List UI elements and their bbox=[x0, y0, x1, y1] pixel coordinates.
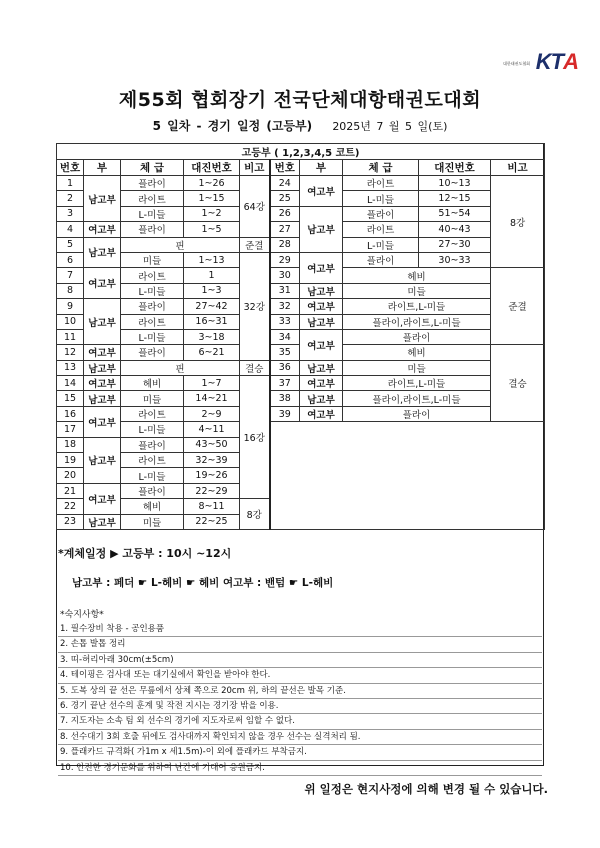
division: 남고부 bbox=[300, 206, 343, 252]
round-note: 64강 bbox=[240, 176, 270, 238]
match-no: 29 bbox=[270, 252, 300, 267]
division: 남고부 bbox=[84, 299, 121, 345]
round-note: 8강 bbox=[491, 176, 545, 268]
weight-class: 플라이 bbox=[121, 176, 184, 191]
match-no: 8 bbox=[57, 283, 84, 298]
match-no: 14 bbox=[57, 376, 84, 391]
bracket-no: 30~33 bbox=[419, 252, 491, 267]
round-note: 32강 bbox=[240, 252, 270, 360]
match-no: 16 bbox=[57, 406, 84, 421]
match-no: 15 bbox=[57, 391, 84, 406]
bracket-no: 1~15 bbox=[184, 191, 240, 206]
bracket-no: 2~9 bbox=[184, 406, 240, 421]
weight-class: 미들 bbox=[121, 391, 184, 406]
bracket-no: 51~54 bbox=[419, 206, 491, 221]
division: 여고부 bbox=[84, 222, 121, 237]
division: 남고부 bbox=[84, 237, 121, 268]
match-no: 37 bbox=[270, 376, 300, 391]
col-header: 부 bbox=[84, 160, 121, 176]
match-no: 25 bbox=[270, 191, 300, 206]
rule-item: 2. 손톱 발톱 정리 bbox=[58, 637, 542, 652]
division: 남고부 bbox=[84, 437, 121, 483]
bracket-no: 3~18 bbox=[184, 329, 240, 344]
match-no: 34 bbox=[270, 329, 300, 344]
division: 여고부 bbox=[300, 329, 343, 360]
weight-class: 라이트 bbox=[121, 453, 184, 468]
weight-class: 라이트 bbox=[121, 191, 184, 206]
table-row bbox=[57, 391, 545, 406]
match-no: 26 bbox=[270, 206, 300, 221]
bracket-no: 27~30 bbox=[419, 237, 491, 252]
match-no: 10 bbox=[57, 314, 84, 329]
table-row bbox=[57, 422, 545, 437]
match-no: 9 bbox=[57, 299, 84, 314]
match-no: 22 bbox=[57, 499, 84, 514]
match-no: 4 bbox=[57, 222, 84, 237]
weight-class: 플라이,라이트,L-미들 bbox=[343, 391, 491, 406]
schedule-table bbox=[56, 143, 545, 530]
col-header: 대진번호 bbox=[419, 160, 491, 176]
match-no: 30 bbox=[270, 268, 300, 283]
match-no: 18 bbox=[57, 437, 84, 452]
weight-class: L-미들 bbox=[343, 191, 419, 206]
division: 남고부 bbox=[84, 360, 121, 375]
match-no: 35 bbox=[270, 345, 300, 360]
col-header: 체 급 bbox=[121, 160, 184, 176]
rule-item: 7. 지도자는 소속 팀 외 선수의 경기에 지도자로써 임할 수 없다. bbox=[58, 714, 542, 729]
division: 여고부 bbox=[84, 376, 121, 391]
rule-item: 8. 선수대기 3회 호출 뒤에도 검사대까지 확인되지 않을 경우 선수는 실격처리 됨. bbox=[58, 730, 542, 745]
table-row bbox=[57, 283, 545, 298]
subtitle-date: 2025년 7 월 5 일(토) bbox=[332, 120, 448, 133]
kta-logo bbox=[503, 47, 578, 81]
footer-notice: 위 일정은 현지사정에 의해 변경 될 수 있습니다. bbox=[304, 782, 548, 796]
weight-class: 핀 bbox=[121, 360, 240, 375]
weight-class: 플라이 bbox=[121, 345, 184, 360]
logo-org-name: 대한태권도협회 bbox=[503, 61, 531, 66]
col-header: 번호 bbox=[270, 160, 300, 176]
match-no: 13 bbox=[57, 360, 84, 375]
weight-class: 헤비 bbox=[121, 376, 184, 391]
match-no: 20 bbox=[57, 468, 84, 483]
weight-class: L-미들 bbox=[121, 329, 184, 344]
bracket-no: 4~11 bbox=[184, 422, 240, 437]
weight-class: 헤비 bbox=[121, 499, 184, 514]
bracket-no: 1~26 bbox=[184, 176, 240, 191]
bracket-no: 1 bbox=[184, 268, 240, 283]
bracket-no: 1~5 bbox=[184, 222, 240, 237]
division: 여고부 bbox=[84, 268, 121, 299]
weight-class: 미들 bbox=[121, 252, 184, 267]
rule-item: 9. 플래카드 규격화( 가1m x 세1.5m)-이 외에 플래카드 부착금지. bbox=[58, 745, 542, 760]
col-header: 번호 bbox=[57, 160, 84, 176]
division: 여고부 bbox=[84, 345, 121, 360]
table-row bbox=[57, 252, 545, 267]
col-header: 대진번호 bbox=[184, 160, 240, 176]
match-no: 3 bbox=[57, 206, 84, 221]
notice-heading: *숙지사항* bbox=[60, 610, 104, 620]
weight-class: L-미들 bbox=[121, 206, 184, 221]
match-no: 19 bbox=[57, 453, 84, 468]
table-row bbox=[57, 376, 545, 391]
round-note: 16강 bbox=[240, 376, 270, 499]
match-no: 12 bbox=[57, 345, 84, 360]
weigh-in-schedule: *계체일정 ▶ 고등부 : 10시 ~12시 bbox=[58, 547, 232, 560]
match-no: 7 bbox=[57, 268, 84, 283]
rule-item: 10. 안전한 경기문화를 위하여 난간에 기대어 응원금지. bbox=[58, 761, 542, 776]
division: 남고부 bbox=[300, 360, 343, 375]
match-no: 38 bbox=[270, 391, 300, 406]
weight-class: 헤비 bbox=[343, 268, 491, 283]
match-no: 31 bbox=[270, 283, 300, 298]
col-header: 비고 bbox=[491, 160, 545, 176]
bracket-no: 6~21 bbox=[184, 345, 240, 360]
division: 여고부 bbox=[84, 483, 121, 514]
weight-class: 라이트 bbox=[121, 268, 184, 283]
weight-class: 미들 bbox=[121, 514, 184, 529]
rule-item: 3. 띠-허리아래 30cm(±5cm) bbox=[58, 653, 542, 668]
weight-class: 헤비 bbox=[343, 345, 491, 360]
table-row bbox=[57, 176, 545, 191]
match-no: 32 bbox=[270, 299, 300, 314]
page-subtitle bbox=[0, 117, 600, 134]
weigh-in-categories: 남고부 : 페더 ☛ L-헤비 ☛ 헤비 여고부 : 밴텀 ☛ L-헤비 bbox=[72, 577, 334, 589]
division: 남고부 bbox=[300, 314, 343, 329]
match-no: 23 bbox=[57, 514, 84, 529]
match-no: 11 bbox=[57, 329, 84, 344]
page-title: 제55회 협회장기 전국단체대항태권도대회 bbox=[118, 89, 482, 111]
col-header: 부 bbox=[300, 160, 343, 176]
division: 여고부 bbox=[300, 252, 343, 283]
bracket-no: 27~42 bbox=[184, 299, 240, 314]
weight-class: L-미들 bbox=[121, 468, 184, 483]
subtitle-day: 5 일차 - 경기 일정 (고등부) bbox=[152, 119, 313, 133]
bracket-no: 1~2 bbox=[184, 206, 240, 221]
rule-item: 6. 경기 끝난 선수의 훈계 및 작전 지시는 경기장 밖을 이용. bbox=[58, 699, 542, 714]
match-no: 1 bbox=[57, 176, 84, 191]
bracket-no: 1~7 bbox=[184, 376, 240, 391]
weight-class: 플라이 bbox=[343, 406, 491, 421]
bracket-no: 1~3 bbox=[184, 283, 240, 298]
round-note: 준결 bbox=[491, 268, 545, 345]
weight-class: L-미들 bbox=[121, 283, 184, 298]
logo-mark: KTA bbox=[535, 49, 578, 74]
table-row bbox=[57, 360, 545, 375]
table-row bbox=[57, 299, 545, 314]
match-no: 27 bbox=[270, 222, 300, 237]
bracket-no: 22~25 bbox=[184, 514, 240, 529]
match-no: 17 bbox=[57, 422, 84, 437]
rules-list bbox=[58, 622, 542, 776]
weight-class: 플라이 bbox=[121, 222, 184, 237]
round-note: 결승 bbox=[240, 360, 270, 375]
weight-class: 라이트 bbox=[343, 222, 419, 237]
bracket-no: 43~50 bbox=[184, 437, 240, 452]
division: 남고부 bbox=[84, 391, 121, 406]
weight-class: 플라이 bbox=[121, 483, 184, 498]
bracket-no: 22~29 bbox=[184, 483, 240, 498]
rule-item: 1. 필수장비 착용 - 공인용품 bbox=[58, 622, 542, 637]
weight-class: 라이트 bbox=[121, 314, 184, 329]
rule-item: 5. 도복 상의 끝 선은 무릎에서 상체 쪽으로 20cm 위, 하의 끝선은 발목 기준. bbox=[58, 684, 542, 699]
weight-class: 플라이 bbox=[121, 437, 184, 452]
division: 남고부 bbox=[300, 391, 343, 406]
match-no: 36 bbox=[270, 360, 300, 375]
weight-class: 플라이 bbox=[121, 299, 184, 314]
bracket-no: 12~15 bbox=[419, 191, 491, 206]
match-no: 33 bbox=[270, 314, 300, 329]
division: 여고부 bbox=[84, 406, 121, 437]
division: 남고부 bbox=[84, 176, 121, 222]
bracket-no: 16~31 bbox=[184, 314, 240, 329]
bracket-no: 32~39 bbox=[184, 453, 240, 468]
match-no: 28 bbox=[270, 237, 300, 252]
table-header-row bbox=[57, 160, 545, 176]
match-no: 2 bbox=[57, 191, 84, 206]
weight-class: 플라이 bbox=[343, 329, 491, 344]
weight-class: L-미들 bbox=[121, 422, 184, 437]
weight-class: 핀 bbox=[121, 237, 240, 252]
division: 여고부 bbox=[300, 406, 343, 421]
bracket-no: 10~13 bbox=[419, 176, 491, 191]
match-no: 24 bbox=[270, 176, 300, 191]
division: 여고부 bbox=[300, 299, 343, 314]
col-header: 비고 bbox=[240, 160, 270, 176]
match-no: 6 bbox=[57, 252, 84, 267]
rule-item: 4. 테이핑은 검사대 또는 대기실에서 확인을 받아야 한다. bbox=[58, 668, 542, 683]
weight-class: 라이트,L-미들 bbox=[343, 299, 491, 314]
weight-class: 플라이,라이트,L-미들 bbox=[343, 314, 491, 329]
weight-class: 미들 bbox=[343, 360, 491, 375]
division: 여고부 bbox=[300, 176, 343, 207]
table-row bbox=[57, 314, 545, 329]
bracket-no: 40~43 bbox=[419, 222, 491, 237]
weight-class: 라이트,L-미들 bbox=[343, 376, 491, 391]
weight-class: 라이트 bbox=[121, 406, 184, 421]
bracket-no: 8~11 bbox=[184, 499, 240, 514]
division: 남고부 bbox=[300, 283, 343, 298]
bracket-no: 14~21 bbox=[184, 391, 240, 406]
empty-area bbox=[270, 422, 545, 530]
round-note: 결승 bbox=[491, 345, 545, 422]
table-caption: 고등부 ( 1,2,3,4,5 코트) bbox=[57, 144, 545, 160]
division: 여고부 bbox=[300, 376, 343, 391]
match-no: 5 bbox=[57, 237, 84, 252]
match-no: 39 bbox=[270, 406, 300, 421]
division: 남고부 bbox=[84, 514, 121, 529]
table-row bbox=[57, 406, 545, 421]
round-note: 준결 bbox=[240, 237, 270, 252]
weight-class: 플라이 bbox=[343, 206, 419, 221]
weight-class: L-미들 bbox=[343, 237, 419, 252]
weight-class: 플라이 bbox=[343, 252, 419, 267]
col-header: 체 급 bbox=[343, 160, 419, 176]
bracket-no: 19~26 bbox=[184, 468, 240, 483]
weight-class: 미들 bbox=[343, 283, 491, 298]
match-no: 21 bbox=[57, 483, 84, 498]
weight-class: 라이트 bbox=[343, 176, 419, 191]
bracket-no: 1~13 bbox=[184, 252, 240, 267]
table-row bbox=[57, 329, 545, 344]
table-row bbox=[57, 206, 545, 221]
round-note: 8강 bbox=[240, 499, 270, 530]
